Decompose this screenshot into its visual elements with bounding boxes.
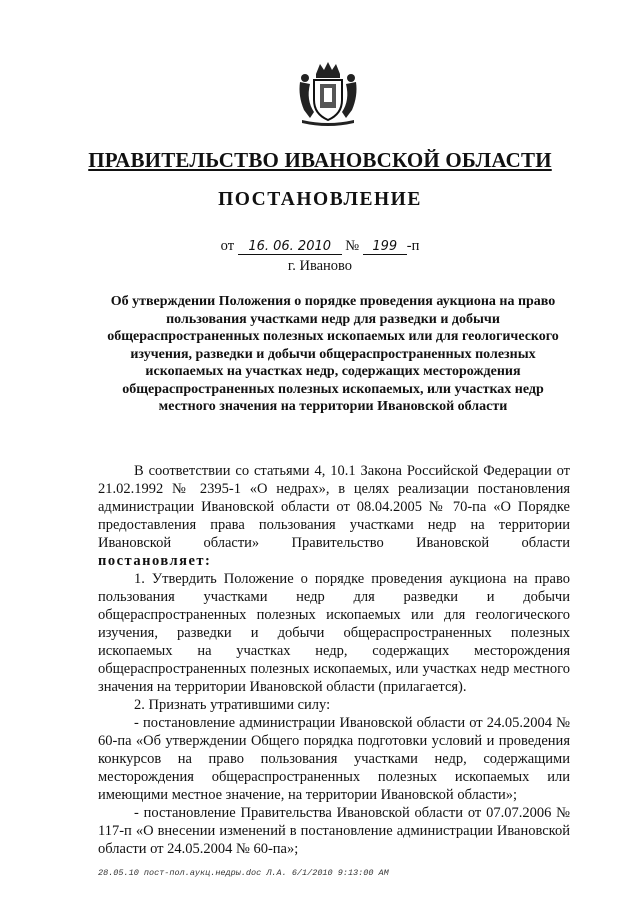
document-subject: Об утверждении Положения о порядке проведения аукциона на право пользования участками недр для разведки и добычи общераспространенных полезных ископаемых или для геологического изучения, разведки и добычи общераспространенных полезных ископаемых на участках недр, содержащих месторождения общераспространенных полезных ископаемых, или участках недр местного значения на территории Ивановской области xyxy=(107,294,559,414)
coat-of-arms-icon xyxy=(296,60,360,126)
government-title: ПРАВИТЕЛЬСТВО ИВАНОВСКОЙ ОБЛАСТИ xyxy=(88,148,552,172)
number-suffix: -п xyxy=(406,238,420,254)
number-label: № xyxy=(345,238,360,254)
item-2: 2. Признать утратившими силу: xyxy=(134,697,331,713)
decree-word: постановляет: xyxy=(98,553,212,569)
document-number: 199 xyxy=(363,239,407,255)
document-type: ПОСТАНОВЛЕНИЕ xyxy=(218,189,422,210)
file-footer: 28.05.10 пост-пол.аукц.недры.doc Л.А. 6/1/2010 9:13:00 AM xyxy=(98,868,389,878)
item-2b: - постановление Правительства Ивановской области от 07.07.2006 № 117-п «О внесении изменений в постановление администрации Ивановской области от 24.05.2004 № 60-па»; xyxy=(98,805,570,857)
item-2a: - постановление администрации Ивановской области от 24.05.2004 № 60-па «Об утверждении Общего порядка подготовки условий и проведения конкурсов на право пользования участками недр, содержащими месторождения общераспространенных полезных ископаемых или имеющими местное значение, на территории Ивановской области»; xyxy=(98,715,570,803)
document-body xyxy=(98,462,570,858)
intro-paragraph xyxy=(98,462,570,570)
from-label: от xyxy=(220,238,235,254)
item-1: 1. Утвердить Положение о порядке проведения аукциона на право пользования участками недр для разведки и добычи общераспространенных полезных ископаемых или для геологического изучения, разведки и добычи общераспространенных полезных ископаемых на участках недр, содержащих месторождения общераспространенных полезных ископаемых, или участках недр местного значения на территории Ивановской области (прилагается). xyxy=(98,571,570,695)
dateline xyxy=(0,238,640,255)
intro-text: В соответствии со статьями 4, 10.1 Закона Российской Федерации от 21.02.1992 № 2395-1 «О недрах», в целях реализации постановления администрации Ивановской области от 08.04.2005 № 70-па «О Порядке предоставления права пользования участками недр на территории Ивановской области» Правительство Ивановской области xyxy=(98,463,570,551)
city: г. Иваново xyxy=(287,258,353,274)
document-date: 16. 06. 2010 xyxy=(238,239,342,255)
